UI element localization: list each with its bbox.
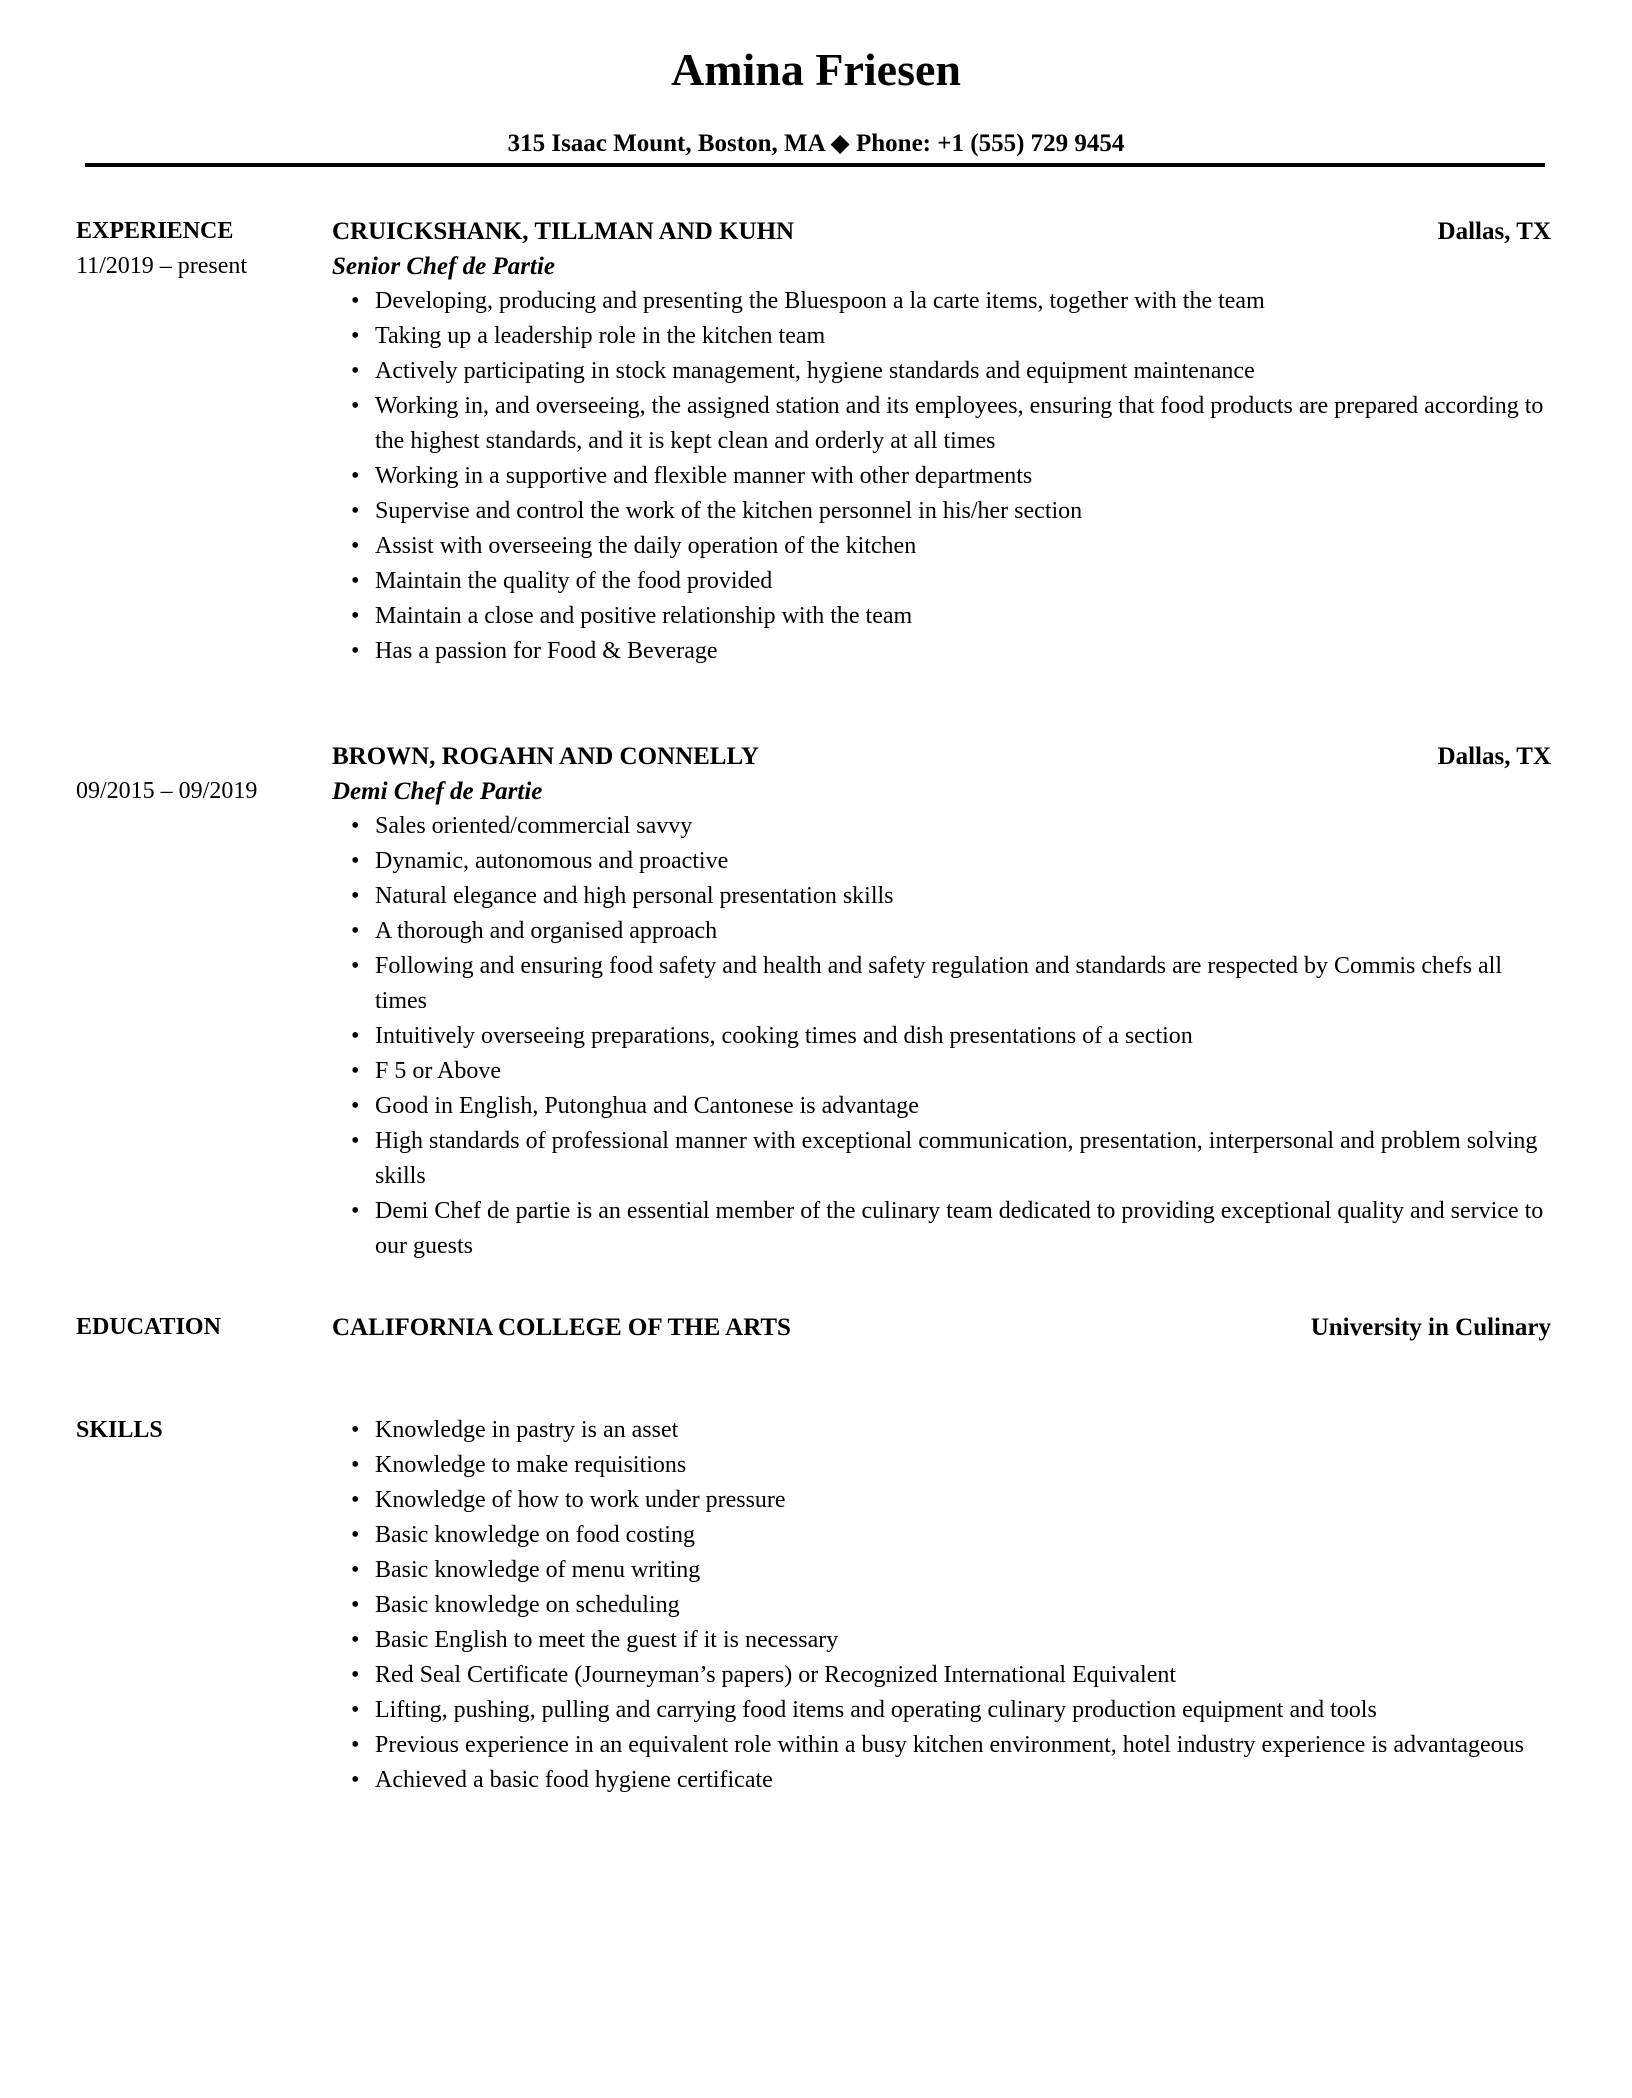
list-item: • Has a passion for Food & Beverage <box>375 634 1551 669</box>
list-item: • Previous experience in an equivalent role within a busy kitchen environment, hotel industry experience is advantageous <box>375 1728 1551 1763</box>
list-item: • High standards of professional manner with exceptional communication, presentation, interpersonal and problem solving skills <box>375 1124 1551 1194</box>
section-label-education: EDUCATION <box>76 1314 221 1340</box>
header-divider <box>85 163 1545 167</box>
list-item: • Maintain a close and positive relationship with the team <box>375 599 1551 634</box>
company-name: BROWN, ROGAHN AND CONNELLY <box>332 743 759 770</box>
list-item: • Demi Chef de partie is an essential member of the culinary team dedicated to providing exceptional quality and service to our guests <box>375 1194 1551 1264</box>
list-item: • Following and ensuring food safety and health and safety regulation and standards are respected by Commis chefs all times <box>375 949 1551 1019</box>
job-title: Demi Chef de Partie <box>332 778 543 805</box>
job-dates: 09/2015 – 09/2019 <box>76 778 258 804</box>
section-label-experience: EXPERIENCE <box>76 218 234 244</box>
list-item: • Knowledge of how to work under pressure <box>375 1483 1551 1518</box>
list-item: • Good in English, Putonghua and Cantonese is advantage <box>375 1089 1551 1124</box>
list-item: • Knowledge in pastry is an asset <box>375 1413 1551 1448</box>
list-item: • Intuitively overseeing preparations, cooking times and dish presentations of a section <box>375 1019 1551 1054</box>
list-item: • Sales oriented/commercial savvy <box>375 809 1551 844</box>
job-dates: 11/2019 – present <box>76 253 248 279</box>
job-bullets <box>332 284 1551 669</box>
list-item: • Developing, producing and presenting the Bluespoon a la carte items, together with the team <box>375 284 1551 319</box>
list-item: • Red Seal Certificate (Journeyman’s papers) or Recognized International Equivalent <box>375 1658 1551 1693</box>
list-item: • F 5 or Above <box>375 1054 1551 1089</box>
company-name: CRUICKSHANK, TILLMAN AND KUHN <box>332 218 795 245</box>
list-item: • Basic knowledge on food costing <box>375 1518 1551 1553</box>
list-item: • Natural elegance and high personal presentation skills <box>375 879 1551 914</box>
list-item: • A thorough and organised approach <box>375 914 1551 949</box>
list-item: • Lifting, pushing, pulling and carrying food items and operating culinary production equipment and tools <box>375 1693 1551 1728</box>
list-item: • Basic knowledge on scheduling <box>375 1588 1551 1623</box>
candidate-name: Amina Friesen <box>670 44 961 95</box>
degree: University in Culinary <box>1310 1314 1551 1341</box>
list-item: • Knowledge to make requisitions <box>375 1448 1551 1483</box>
list-item: • Maintain the quality of the food provided <box>375 564 1551 599</box>
job-bullets <box>332 809 1551 1264</box>
list-item: • Supervise and control the work of the kitchen personnel in his/her section <box>375 494 1551 529</box>
list-item: • Assist with overseeing the daily operation of the kitchen <box>375 529 1551 564</box>
list-item: • Working in, and overseeing, the assigned station and its employees, ensuring that food products are prepared according to the highest standards, and it is kept clean and orderly at all times <box>375 389 1551 459</box>
skills-list <box>332 1413 1551 1798</box>
list-item: • Taking up a leadership role in the kitchen team <box>375 319 1551 354</box>
education-section <box>76 1310 1551 1345</box>
school-name: CALIFORNIA COLLEGE OF THE ARTS <box>332 1314 791 1341</box>
contact-line: 315 Isaac Mount, Boston, MA ◆ Phone: +1 (555) 729 9454 <box>507 130 1125 157</box>
experience-section <box>76 214 1551 1299</box>
job-entry <box>76 739 1551 1264</box>
list-item: • Basic English to meet the guest if it is necessary <box>375 1623 1551 1658</box>
job-title: Senior Chef de Partie <box>332 253 555 280</box>
list-item: • Achieved a basic food hygiene certificate <box>375 1763 1551 1798</box>
job-entry <box>76 214 1551 669</box>
job-location: Dallas, TX <box>1437 218 1551 245</box>
list-item: • Basic knowledge of menu writing <box>375 1553 1551 1588</box>
list-item: • Actively participating in stock management, hygiene standards and equipment maintenance <box>375 354 1551 389</box>
section-label-skills: SKILLS <box>76 1417 163 1443</box>
job-location: Dallas, TX <box>1437 743 1551 770</box>
list-item: • Dynamic, autonomous and proactive <box>375 844 1551 879</box>
list-item: • Working in a supportive and flexible manner with other departments <box>375 459 1551 494</box>
skills-section <box>76 1413 1551 1798</box>
